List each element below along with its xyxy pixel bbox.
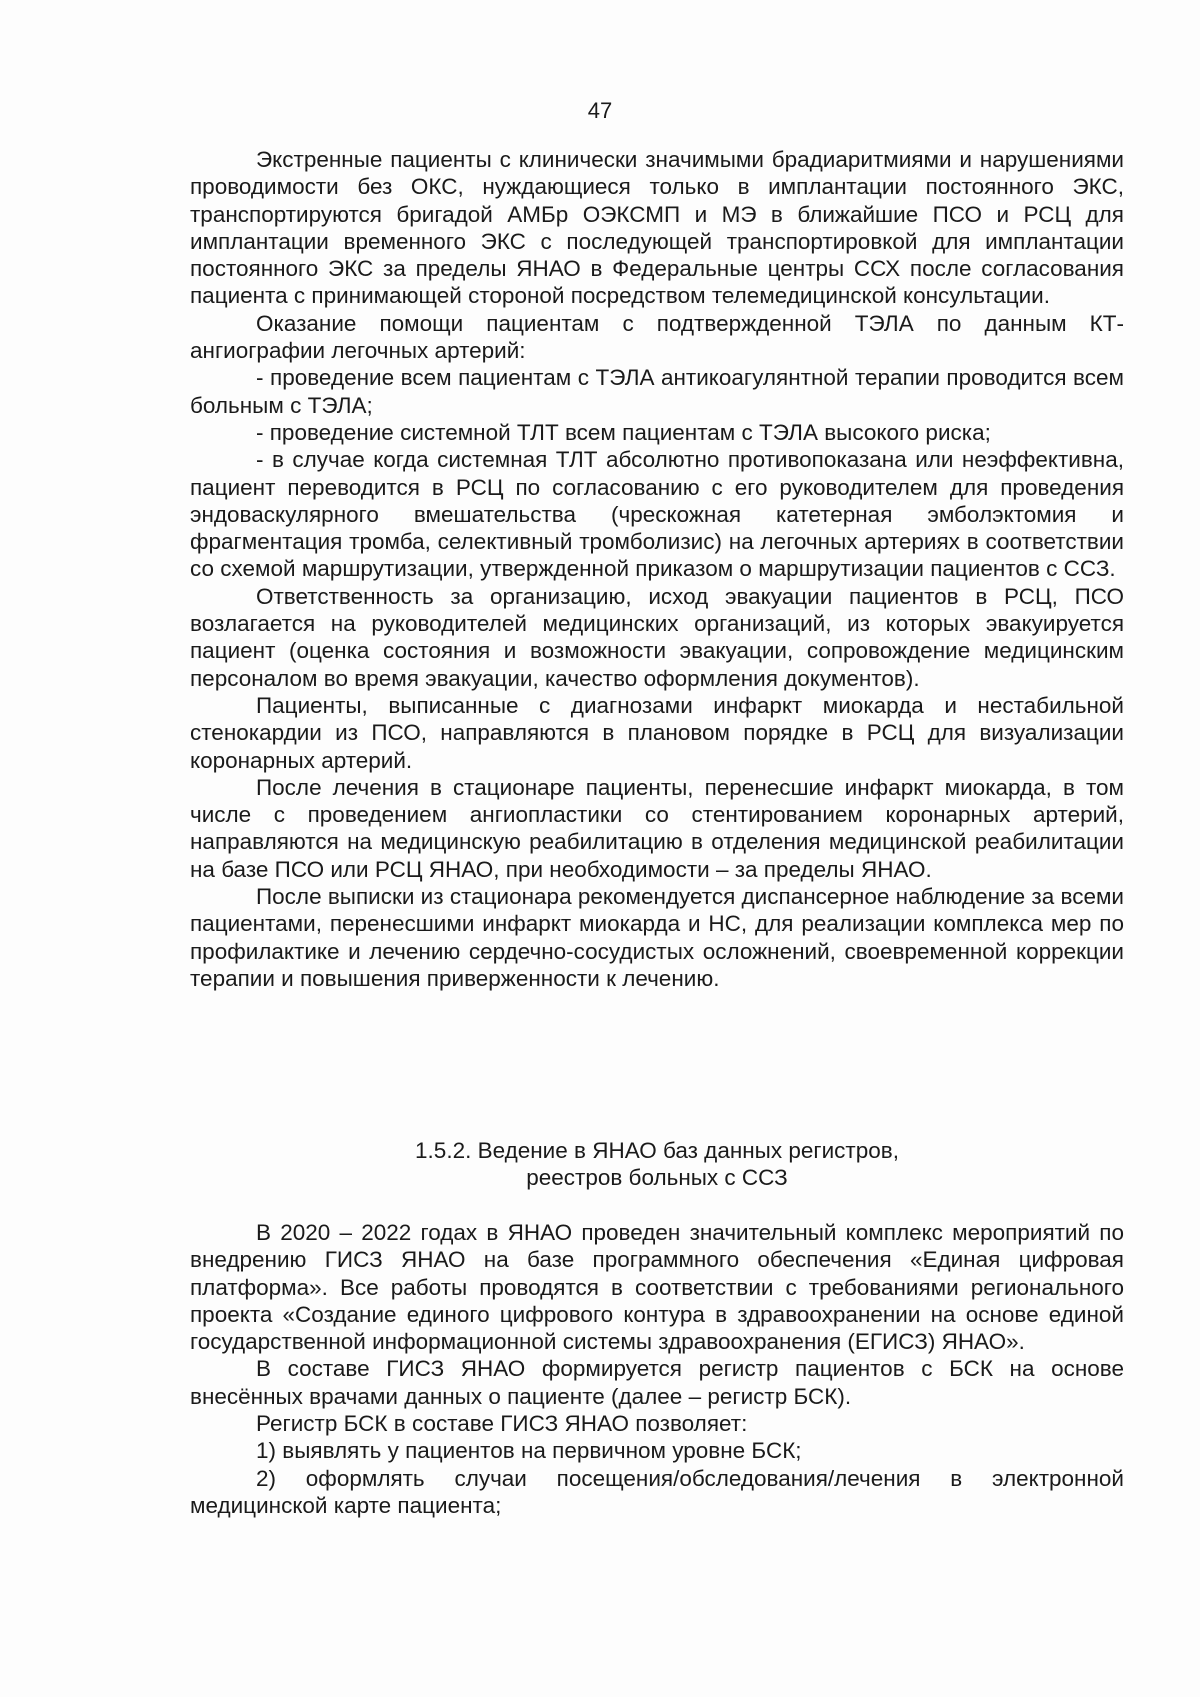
paragraph: Регистр БСК в составе ГИСЗ ЯНАО позволяет: xyxy=(256,1411,748,1437)
paragraph: - проведение системной ТЛТ всем пациентам с ТЭЛА высокого риска; xyxy=(256,419,991,445)
paragraph: Оказание помощи пациентам с подтвержденной ТЭЛА по данным КТ-ангиографии легочных артерий: xyxy=(190,310,1124,364)
section-2-body xyxy=(190,1219,1124,1519)
paragraph: - в случае когда системная ТЛТ абсолютно противопоказана или неэффективна, пациент переводится в РСЦ по согласованию с его руководителем для проведения эндоваскулярного вмешательства (чрескожная катетерная эмболэктомия и фрагментация тромба, селективный тромболизис) на легочных артериях в соответствии со схемой маршрутизации, утвержденной приказом о маршрутизации пациентов с ССЗ. xyxy=(190,447,1124,582)
paragraph: В 2020 – 2022 годах в ЯНАО проведен значительный комплекс мероприятий по внедрению ГИСЗ ЯНАО на базе программного обеспечения «Единая цифровая платформа». Все работы проводятся в соответствии с требованиями регионального проекта «Создание единого цифрового контура в здравоохранении на основе единой государственной информационной системы здравоохранения (ЕГИСЗ) ЯНАО». xyxy=(190,1220,1124,1355)
paragraph: 2) оформлять случаи посещения/обследования/лечения в электронной медицинской карте пациента; xyxy=(190,1465,1124,1518)
paragraph: После выписки из стационара рекомендуется диспансерное наблюдение за всеми пациентами, перенесшими инфаркт миокарда и НС, для реализации комплекса мер по профилактике и лечению сердечно-сосудистых осложнений, своевременной коррекции терапии и повышения приверженности к лечению. xyxy=(190,884,1124,991)
page-number: 47 xyxy=(587,98,613,123)
paragraph: 1) выявлять у пациентов на первичном уровне БСК; xyxy=(256,1438,802,1464)
paragraph: Ответственность за организацию, исход эвакуации пациентов в РСЦ, ПСО возлагается на руководителей медицинских организаций, из которых эвакуируется пациент (оценка состояния и возможности эвакуации, сопровождение медицинским персоналом во время эвакуации, качество оформления документов). xyxy=(190,583,1124,691)
paragraph: В составе ГИСЗ ЯНАО формируется регистр пациентов с БСК на основе внесённых врачами данных о пациенте (далее – регистр БСК). xyxy=(190,1356,1124,1409)
section-heading-line-1: 1.5.2. Ведение в ЯНАО баз данных регистров, xyxy=(415,1138,899,1163)
paragraph: Пациенты, выписанные с диагнозами инфаркт миокарда и нестабильной стенокардии из ПСО, направляются в плановом порядке в РСЦ для визуализации коронарных артерий. xyxy=(190,692,1124,773)
section-heading xyxy=(190,1137,1124,1192)
paragraph: - проведение всем пациентам с ТЭЛА антикоагулянтной терапии проводится всем больным с ТЭЛА; xyxy=(190,365,1124,418)
paragraph: После лечения в стационаре пациенты, перенесшие инфаркт миокарда, в том числе с проведением ангиопластики со стентированием коронарных артерий, направляются на медицинскую реабилитацию в отделения медицинской реабилитации на базе ПСО или РСЦ ЯНАО, при необходимости – за пределы ЯНАО. xyxy=(190,774,1124,882)
section-1-body xyxy=(190,146,1124,992)
section-heading-line-2: реестров больных с ССЗ xyxy=(526,1165,788,1191)
paragraph: Экстренные пациенты с клинически значимыми брадиаритмиями и нарушениями проводимости без ОКС, нуждающиеся только в имплантации постоянного ЭКС, транспортируются бригадой АМБр ОЭКСМП и МЭ в ближайшие ПСО и РСЦ для имплантации временного ЭКС с последующей транспортировкой для имплантации постоянного ЭКС за пределы ЯНАО в Федеральные центры ССХ после согласования пациента с принимающей стороной посредством телемедицинской консультации. xyxy=(190,147,1124,309)
